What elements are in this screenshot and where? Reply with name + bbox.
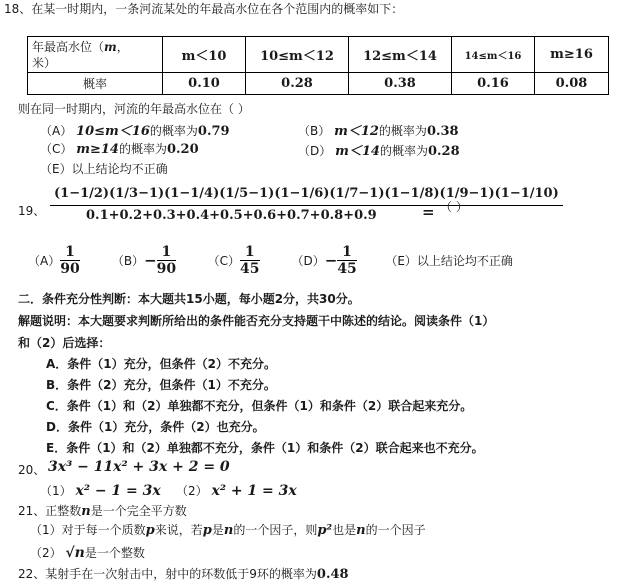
probability-table	[27, 36, 609, 95]
q21-stem	[18, 502, 187, 519]
q21-c1-n: n	[223, 523, 234, 538]
prob-cell-3: 0.16	[452, 73, 535, 95]
q19-option-b-frac	[157, 244, 176, 277]
q19-equals: =	[422, 203, 435, 221]
option-d-text: 的概率为	[379, 144, 428, 158]
prob-label-cell: 概率	[28, 73, 163, 95]
q19-option-b-num: 1	[157, 244, 176, 261]
option-b-label: （B）	[298, 124, 331, 138]
q21-c2-expr: √n	[65, 545, 85, 561]
q19-option-e: （E）以上结论均不正确	[385, 254, 513, 268]
q22-stem	[18, 565, 349, 582]
q18-option-e: （E）以上结论均不正确	[40, 162, 168, 176]
q19-option-d-num: 1	[337, 244, 356, 261]
option-c-cond: m≥14	[76, 142, 119, 157]
header-label-line2: 米）	[32, 55, 57, 70]
q19-option-c-num: 1	[240, 244, 259, 261]
option-d-label: （D）	[298, 144, 332, 158]
q19-option-b-label: （B）	[111, 254, 145, 268]
q19-option-c-den: 45	[240, 261, 260, 277]
header-label-post: ，	[116, 39, 129, 54]
q21-c1-d: 的一个因子，则	[233, 523, 318, 537]
q21-c1-a: （1）对于每一个质数	[30, 523, 146, 537]
q18-question: 则在同一时期内，河流的年最高水位在（ ）	[18, 102, 250, 116]
q19-option-c-frac	[240, 244, 259, 277]
option-a-val: 0.79	[197, 124, 230, 139]
q19-option-d-den: 45	[337, 261, 357, 277]
q21-c1-f: 的一个因子	[365, 523, 426, 537]
header-label-var: m	[104, 39, 117, 54]
choice-d: D．条件（1）充分，条件（2）也充分。	[46, 420, 265, 434]
q21-stem-post: 是一个完全平方数	[90, 504, 187, 518]
range-cell-0: m＜10	[163, 37, 246, 73]
choice-e: E．条件（1）和（2）单独都不充分，条件（1）和条件（2）联合起来也不充分。	[46, 441, 484, 455]
q21-c1-p2: p	[202, 523, 212, 538]
q19-option-a-label: （A）	[28, 254, 61, 268]
q20-c1-expr: x² − 1 = 3x	[75, 483, 161, 499]
section2-explain-2: 和（2）后选择：	[18, 336, 111, 350]
q19-option-a-den: 90	[60, 261, 80, 277]
q19-option-d	[291, 244, 381, 277]
q21-c1-b: 来说，若	[154, 523, 203, 537]
q19-fraction	[50, 184, 563, 225]
q19-option-d-frac	[337, 244, 356, 277]
q21-c2-text: 是一个整数	[84, 546, 145, 560]
option-d-val: 0.28	[427, 144, 460, 159]
option-a-text: 的概率为	[149, 124, 198, 138]
q18-option-c	[40, 140, 199, 157]
q19-denominator: 0.1+0.2+0.3+0.4+0.5+0.6+0.7+0.8+0.9	[86, 208, 377, 223]
q21-c1-n2: n	[356, 523, 366, 538]
header-label-pre: 年最高水位（	[32, 39, 105, 54]
section2-heading: 二．条件充分性判断：本大题共15小题，每小题2分，共30分。	[18, 292, 360, 306]
q22-stem-text: 22、某射手在一次射击中，射中的环数低于9环的概率为	[18, 567, 317, 581]
q20-condition-1	[40, 482, 161, 499]
option-c-label: （C）	[40, 142, 73, 156]
q21-condition-2	[30, 544, 145, 561]
q21-stem-pre: 21、正整数	[18, 504, 82, 518]
q19-number: 19、	[18, 204, 46, 218]
q20-c2-expr: x² + 1 = 3x	[211, 483, 297, 499]
q20-c1-label: （1）	[40, 484, 72, 498]
range-cell-1: 10≤m＜12	[246, 37, 349, 73]
q19-option-a-num: 1	[60, 244, 79, 261]
choice-a: A．条件（1）充分，但条件（2）不充分。	[46, 357, 276, 371]
range-cell-2: 12≤m＜14	[349, 37, 452, 73]
q18-option-a	[40, 120, 230, 139]
q21-condition-1	[30, 521, 426, 538]
q19-option-b-den: 90	[156, 261, 177, 277]
prob-cell-4: 0.08	[535, 73, 609, 95]
q19-option-d-sign: −	[324, 251, 338, 270]
q21-c1-c: 是	[211, 523, 224, 537]
q18-stem: 18、在某一时期内，一条河流某处的年最高水位在各个范围内的概率如下：	[4, 2, 404, 16]
q21-c1-p: p	[145, 523, 155, 538]
option-c-text: 的概率为	[118, 142, 167, 156]
q19-options	[28, 244, 513, 277]
choice-b: B．条件（2）充分，但条件（1）不充分。	[46, 378, 276, 392]
q20-c2-label: （2）	[176, 484, 208, 498]
q19-numerator: (1−1/2)(1/3−1)(1−1/4)(1/5−1)(1−1/6)(1/7−1)(1−1/8)(1/9−1)(1−1/10)	[54, 186, 559, 201]
q21-c2-label: （2）	[30, 546, 62, 560]
header-label-cell	[28, 37, 163, 73]
q20-equation: 3x³ − 11x² + 3x + 2 = 0	[48, 459, 230, 475]
q18-option-b	[298, 120, 459, 139]
range-cell-3: 14≤m＜16	[452, 37, 535, 73]
q20-number: 20、	[18, 463, 46, 477]
choice-c: C．条件（1）和（2）单独都不充分，但条件（1）和条件（2）联合起来充分。	[46, 399, 473, 413]
q21-stem-var: n	[81, 504, 91, 519]
q21-c1-e: 也是	[332, 523, 357, 537]
q19-option-b	[112, 244, 204, 277]
q19-option-a	[28, 244, 108, 277]
prob-cell-1: 0.28	[246, 73, 349, 95]
q19-fraction-bar	[50, 205, 563, 206]
range-cell-4: m≥16	[535, 37, 609, 73]
option-d-cond: m＜14	[335, 144, 380, 159]
option-a-label: （A）	[40, 124, 73, 138]
q21-c1-psq: p²	[317, 523, 333, 538]
q19-option-a-frac	[60, 244, 79, 277]
section2-explain-1: 解题说明：本大题要求判断所给出的条件能否充分支持题干中陈述的结论。阅读条件（1）	[18, 314, 495, 328]
option-b-val: 0.38	[426, 124, 459, 139]
prob-cell-2: 0.38	[349, 73, 452, 95]
option-c-val: 0.20	[166, 142, 199, 157]
option-b-text: 的概率为	[378, 124, 427, 138]
option-b-cond: m＜12	[334, 124, 379, 139]
q22-value: 0.48	[316, 567, 349, 582]
q18-option-d	[298, 140, 460, 159]
q19-blank: （ ）	[440, 200, 468, 214]
q19-option-c	[208, 244, 288, 277]
q19-option-c-label: （C）	[207, 254, 241, 268]
option-a-cond: 10≤m＜16	[76, 124, 150, 139]
prob-cell-0: 0.10	[163, 73, 246, 95]
q19-option-d-label: （D）	[291, 254, 325, 268]
q19-option-b-sign: −	[144, 251, 157, 270]
q20-condition-2	[176, 482, 297, 499]
